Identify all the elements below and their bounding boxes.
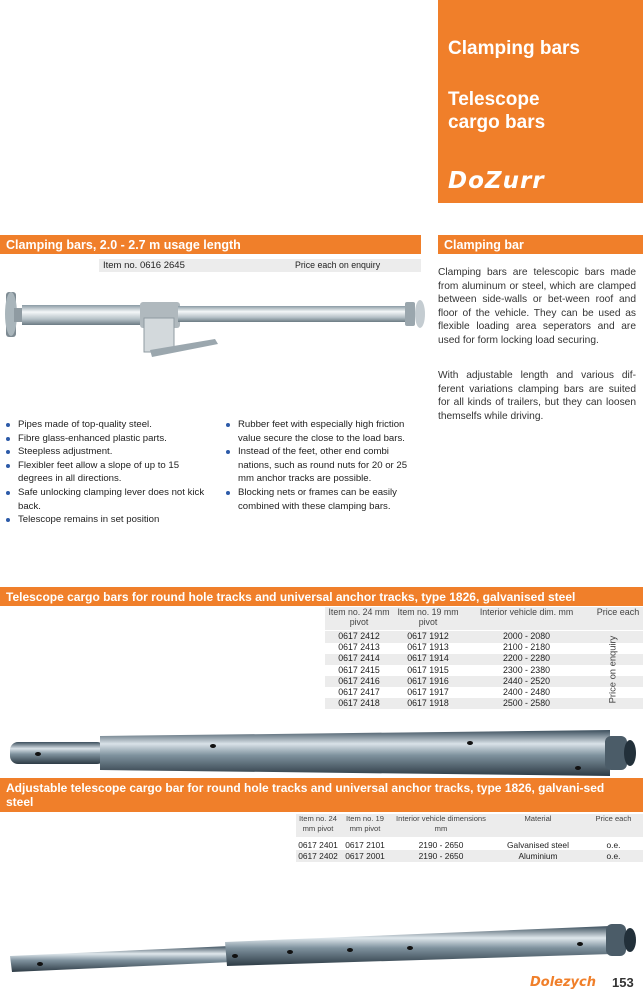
col-header: Material xyxy=(524,814,552,823)
cell: 2100 - 2180 xyxy=(503,642,550,653)
cell: 0617 2001 xyxy=(345,851,385,862)
section1-price: Price each on enquiry xyxy=(295,260,381,270)
panel-title-line1: Telescope xyxy=(448,89,540,110)
list-item: Pipes made of top-quality steel. xyxy=(6,418,214,432)
section3-table-area xyxy=(296,814,643,866)
sidebar-heading-bar xyxy=(438,235,643,254)
col-header: Item no. 24 mm pivot xyxy=(328,607,390,627)
table-row xyxy=(325,665,590,676)
table-row xyxy=(325,698,590,709)
cell: 2190 - 2650 xyxy=(418,840,464,850)
price-each-header: Price each xyxy=(596,607,640,617)
list-item: Blocking nets or frames can be easily combined with these clamping bars. xyxy=(226,486,424,513)
cell: 2000 - 2080 xyxy=(503,631,550,641)
section2-heading-bar xyxy=(0,587,643,606)
col-header: Item no. 24 mm pivot xyxy=(299,814,337,833)
list-item: Rubber feet with especially high friction value secure the close to the load bars. xyxy=(226,418,424,445)
section1-item-row xyxy=(99,259,421,272)
table-row xyxy=(296,840,643,851)
cell: 0617 1917 xyxy=(407,687,449,698)
sidebar-para2: With adjustable length and various dif-ferent variations clamping bars are suited for all kinds of trailers, but they can loosen themselfs while driving. xyxy=(438,370,636,422)
cell: 2400 - 2480 xyxy=(503,687,550,698)
cell: 2500 - 2580 xyxy=(503,698,550,709)
cell: 0617 2416 xyxy=(338,675,380,686)
list-item: Safe unlocking clamping lever does not kick back. xyxy=(6,486,214,513)
cell: 0617 1916 xyxy=(407,675,449,686)
price-on-enquiry-vertical: Price on enquiry xyxy=(606,635,618,704)
cell: 0617 2418 xyxy=(338,698,380,709)
list-item: Steepless adjustment. xyxy=(6,445,214,459)
cell: 0617 2101 xyxy=(345,840,385,850)
list-item: Telescope remains in set position xyxy=(6,513,214,527)
cell: 0617 2414 xyxy=(338,653,380,664)
adjustable-telescope-bar-image xyxy=(0,906,643,986)
page-number: 153 xyxy=(612,975,634,990)
sidebar-heading: Clamping bar xyxy=(444,238,524,252)
col-header: Item no. 19 mm pivot xyxy=(346,814,384,833)
section3-table xyxy=(296,814,643,862)
col-header: Interior vehicle dim. mm xyxy=(479,607,574,617)
section3-heading: Adjustable telescope cargo bar for round hole tracks and universal anchor tracks, type 1826, galvani-sed steel xyxy=(6,781,605,809)
section1-heading: Clamping bars, 2.0 - 2.7 m usage length xyxy=(6,238,241,252)
cell: Galvanised steel xyxy=(507,840,569,850)
list-item: Flexibler feet allow a slope of up to 15 degrees in all directions. xyxy=(6,459,214,486)
section1-bullets-left xyxy=(6,418,214,527)
table-row xyxy=(325,653,590,664)
cell: 2200 - 2280 xyxy=(503,653,550,664)
panel-title-line2: cargo bars xyxy=(448,112,546,133)
cell: 0617 2401 xyxy=(298,840,338,850)
cell: 0617 1912 xyxy=(407,631,449,641)
sidebar-para1: Clamping bars are telescopic bars made from aluminum or steel, which are clamped between side-walls or bet-ween roof and floor of the vehicle. They can be used as flexible loading area seperators and are used for form locking load securing. xyxy=(438,267,636,346)
section1-item-no: Item no. 0616 2645 xyxy=(103,260,185,271)
panel-title-telescope xyxy=(448,88,545,134)
cell: 2300 - 2380 xyxy=(503,664,550,675)
section2-heading: Telescope cargo bars for round hole tracks and universal anchor tracks, type 1826, galvanised steel xyxy=(6,590,576,604)
table-row xyxy=(325,642,590,653)
cell: 0617 2413 xyxy=(338,642,380,653)
table-row xyxy=(325,687,590,698)
section1-bullets-right xyxy=(226,418,424,513)
col-header: Item no. 19 mm pivot xyxy=(397,607,459,627)
table-row xyxy=(325,631,590,642)
dozurr-logo: DoZurr xyxy=(448,168,545,194)
col-header: Interior vehicle dimensions mm xyxy=(396,814,486,833)
cell: 0617 1913 xyxy=(407,642,449,653)
cell: 0617 2402 xyxy=(298,851,338,862)
price-on-enquiry-wrap xyxy=(604,633,618,709)
dolezych-logo: Dolezych xyxy=(530,975,596,990)
section2-table xyxy=(325,607,590,709)
title-panel xyxy=(438,0,643,203)
clamping-bar-image xyxy=(0,284,430,394)
section1-heading-bar xyxy=(0,235,421,254)
section3-heading-bar xyxy=(0,778,643,812)
list-item: Fibre glass-enhanced plastic parts. xyxy=(6,432,214,446)
cell: 0617 2412 xyxy=(338,631,380,641)
cell: 0617 1915 xyxy=(407,664,449,675)
cell: Aluminium xyxy=(518,851,558,862)
cell: 2440 - 2520 xyxy=(503,675,550,686)
cell: 0617 1918 xyxy=(407,698,449,709)
panel-title-clamping-bars: Clamping bars xyxy=(448,38,580,59)
telescope-bar-image xyxy=(0,722,643,784)
cell: 0617 2415 xyxy=(338,664,380,675)
table-row xyxy=(325,676,590,687)
cell: 0617 1914 xyxy=(407,653,449,664)
cell: 0617 2417 xyxy=(338,687,380,698)
table-row xyxy=(296,851,643,862)
cell: o.e. xyxy=(606,840,621,850)
cell: 2190 - 2650 xyxy=(418,851,464,862)
list-item: Instead of the feet, other end combi nations, such as round nuts for 20 or 25 mm anchor tracks are possible. xyxy=(226,445,424,486)
cell: o.e. xyxy=(606,851,621,862)
section2-table-area xyxy=(325,607,643,713)
col-header: Price each xyxy=(595,814,632,823)
